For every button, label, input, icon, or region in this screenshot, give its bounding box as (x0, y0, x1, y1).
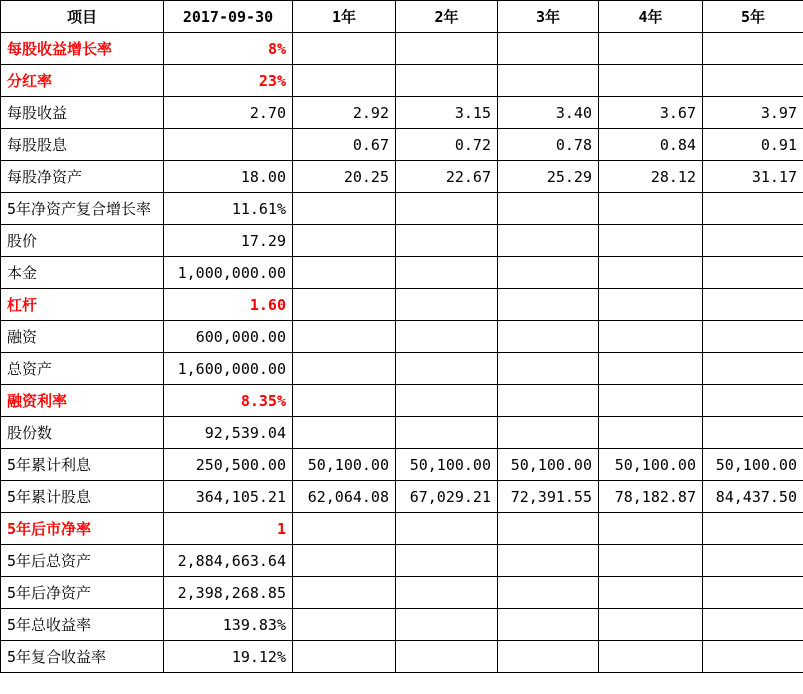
value-cell[interactable] (599, 225, 703, 257)
value-cell[interactable] (396, 289, 498, 321)
header-cell[interactable]: 5年 (703, 1, 803, 33)
value-cell[interactable]: 0.84 (599, 129, 703, 161)
value-cell[interactable] (703, 609, 803, 641)
value-cell[interactable] (293, 417, 396, 449)
value-cell[interactable] (396, 545, 498, 577)
table-row (1, 353, 803, 385)
table-row (1, 65, 803, 97)
value-cell[interactable] (396, 513, 498, 545)
value-cell[interactable] (396, 417, 498, 449)
value-cell[interactable] (396, 257, 498, 289)
value-cell[interactable] (293, 641, 396, 673)
value-cell[interactable]: 62,064.08 (293, 481, 396, 513)
value-cell[interactable] (396, 577, 498, 609)
row-label-cell[interactable]: 分红率 (1, 65, 164, 97)
row-label-cell[interactable]: 总资产 (1, 353, 164, 385)
row-label-cell[interactable]: 5年后净资产 (1, 577, 164, 609)
value-cell[interactable]: 364,105.21 (164, 481, 293, 513)
value-cell[interactable] (599, 353, 703, 385)
row-label-cell[interactable]: 融资利率 (1, 385, 164, 417)
value-cell[interactable]: 2.92 (293, 97, 396, 129)
value-cell[interactable] (396, 33, 498, 65)
value-cell[interactable] (703, 321, 803, 353)
value-cell[interactable]: 1 (164, 513, 293, 545)
value-cell[interactable] (396, 65, 498, 97)
value-cell[interactable]: 0.67 (293, 129, 396, 161)
table-row (1, 289, 803, 321)
row-label-cell[interactable]: 股份数 (1, 417, 164, 449)
row-label-cell[interactable]: 5年净资产复合增长率 (1, 193, 164, 225)
value-cell[interactable] (293, 33, 396, 65)
value-cell[interactable] (293, 609, 396, 641)
table-row (1, 513, 803, 545)
value-cell[interactable]: 600,000.00 (164, 321, 293, 353)
value-cell[interactable] (599, 321, 703, 353)
value-cell[interactable]: 2,398,268.85 (164, 577, 293, 609)
table-row (1, 257, 803, 289)
table-row (1, 449, 803, 481)
value-cell[interactable] (599, 289, 703, 321)
value-cell[interactable] (599, 385, 703, 417)
row-label-cell[interactable]: 每股股息 (1, 129, 164, 161)
header-cell[interactable]: 2年 (396, 1, 498, 33)
value-cell[interactable]: 72,391.55 (498, 481, 599, 513)
row-label-cell[interactable]: 每股收益 (1, 97, 164, 129)
value-cell[interactable] (293, 65, 396, 97)
value-cell[interactable] (599, 417, 703, 449)
value-cell[interactable] (293, 257, 396, 289)
value-cell[interactable] (703, 33, 803, 65)
value-cell[interactable] (498, 225, 599, 257)
value-cell[interactable] (293, 577, 396, 609)
value-cell[interactable] (396, 193, 498, 225)
value-cell[interactable]: 67,029.21 (396, 481, 498, 513)
value-cell[interactable]: 3.15 (396, 97, 498, 129)
table-row (1, 641, 803, 673)
value-cell[interactable]: 1,600,000.00 (164, 353, 293, 385)
value-cell[interactable] (599, 577, 703, 609)
value-cell[interactable]: 11.61% (164, 193, 293, 225)
value-cell[interactable] (498, 289, 599, 321)
value-cell[interactable] (703, 353, 803, 385)
value-cell[interactable]: 0.91 (703, 129, 803, 161)
value-cell[interactable] (293, 513, 396, 545)
value-cell[interactable] (164, 129, 293, 161)
row-label-cell[interactable]: 杠杆 (1, 289, 164, 321)
row-label-cell[interactable]: 5年累计利息 (1, 449, 164, 481)
value-cell[interactable]: 50,100.00 (703, 449, 803, 481)
value-cell[interactable] (599, 545, 703, 577)
value-cell[interactable] (293, 289, 396, 321)
table-row (1, 225, 803, 257)
row-label-cell[interactable]: 每股收益增长率 (1, 33, 164, 65)
value-cell[interactable] (703, 513, 803, 545)
value-cell[interactable]: 23% (164, 65, 293, 97)
value-cell[interactable] (293, 353, 396, 385)
value-cell[interactable] (703, 225, 803, 257)
value-cell[interactable] (396, 225, 498, 257)
value-cell[interactable]: 31.17 (703, 161, 803, 193)
value-cell[interactable] (599, 65, 703, 97)
value-cell[interactable]: 18.00 (164, 161, 293, 193)
table-header (1, 1, 803, 33)
value-cell[interactable] (498, 609, 599, 641)
value-cell[interactable]: 2.70 (164, 97, 293, 129)
value-cell[interactable]: 84,437.50 (703, 481, 803, 513)
value-cell[interactable] (396, 609, 498, 641)
header-cell[interactable]: 3年 (498, 1, 599, 33)
value-cell[interactable]: 92,539.04 (164, 417, 293, 449)
row-label-cell[interactable]: 5年总收益率 (1, 609, 164, 641)
header-cell[interactable]: 项目 (1, 1, 164, 33)
value-cell[interactable] (396, 641, 498, 673)
value-cell[interactable] (703, 193, 803, 225)
table-row (1, 321, 803, 353)
table-row (1, 609, 803, 641)
value-cell[interactable] (498, 257, 599, 289)
row-label-cell[interactable]: 融资 (1, 321, 164, 353)
value-cell[interactable] (703, 545, 803, 577)
value-cell[interactable]: 78,182.87 (599, 481, 703, 513)
value-cell[interactable]: 19.12% (164, 641, 293, 673)
value-cell[interactable]: 250,500.00 (164, 449, 293, 481)
value-cell[interactable] (498, 417, 599, 449)
table-row (1, 545, 803, 577)
table-row (1, 577, 803, 609)
value-cell[interactable] (599, 257, 703, 289)
value-cell[interactable]: 3.40 (498, 97, 599, 129)
value-cell[interactable] (703, 641, 803, 673)
value-cell[interactable] (498, 513, 599, 545)
value-cell[interactable] (498, 193, 599, 225)
value-cell[interactable]: 22.67 (396, 161, 498, 193)
value-cell[interactable] (293, 385, 396, 417)
header-row (1, 1, 803, 33)
row-label-cell[interactable]: 5年累计股息 (1, 481, 164, 513)
value-cell[interactable] (498, 385, 599, 417)
value-cell[interactable] (703, 65, 803, 97)
value-cell[interactable]: 2,884,663.64 (164, 545, 293, 577)
value-cell[interactable] (703, 417, 803, 449)
value-cell[interactable] (703, 289, 803, 321)
table-row (1, 385, 803, 417)
value-cell[interactable] (293, 225, 396, 257)
value-cell[interactable]: 17.29 (164, 225, 293, 257)
row-label-cell[interactable]: 本金 (1, 257, 164, 289)
value-cell[interactable] (293, 545, 396, 577)
table-row (1, 33, 803, 65)
value-cell[interactable] (293, 193, 396, 225)
header-cell[interactable]: 4年 (599, 1, 703, 33)
value-cell[interactable] (498, 577, 599, 609)
value-cell[interactable]: 0.78 (498, 129, 599, 161)
value-cell[interactable] (498, 33, 599, 65)
value-cell[interactable] (599, 641, 703, 673)
value-cell[interactable] (703, 577, 803, 609)
value-cell[interactable]: 20.25 (293, 161, 396, 193)
value-cell[interactable] (498, 321, 599, 353)
value-cell[interactable]: 50,100.00 (293, 449, 396, 481)
value-cell[interactable] (396, 385, 498, 417)
row-label-cell[interactable]: 每股净资产 (1, 161, 164, 193)
table-body (1, 33, 803, 673)
value-cell[interactable]: 3.67 (599, 97, 703, 129)
header-cell[interactable]: 1年 (293, 1, 396, 33)
table-row (1, 161, 803, 193)
row-label-cell[interactable]: 5年复合收益率 (1, 641, 164, 673)
value-cell[interactable] (703, 257, 803, 289)
value-cell[interactable] (498, 545, 599, 577)
value-cell[interactable]: 8.35% (164, 385, 293, 417)
value-cell[interactable] (396, 353, 498, 385)
value-cell[interactable] (599, 609, 703, 641)
row-label-cell[interactable]: 股价 (1, 225, 164, 257)
value-cell[interactable] (498, 353, 599, 385)
table-row (1, 481, 803, 513)
value-cell[interactable] (599, 33, 703, 65)
value-cell[interactable]: 8% (164, 33, 293, 65)
table-row (1, 193, 803, 225)
value-cell[interactable]: 1.60 (164, 289, 293, 321)
value-cell[interactable] (293, 321, 396, 353)
value-cell[interactable] (396, 321, 498, 353)
value-cell[interactable]: 139.83% (164, 609, 293, 641)
row-label-cell[interactable]: 5年后总资产 (1, 545, 164, 577)
value-cell[interactable] (498, 65, 599, 97)
value-cell[interactable]: 50,100.00 (599, 449, 703, 481)
row-label-cell[interactable]: 5年后市净率 (1, 513, 164, 545)
value-cell[interactable] (498, 641, 599, 673)
value-cell[interactable] (703, 385, 803, 417)
value-cell[interactable]: 3.97 (703, 97, 803, 129)
table-row (1, 97, 803, 129)
value-cell[interactable]: 0.72 (396, 129, 498, 161)
table-row (1, 417, 803, 449)
header-cell[interactable]: 2017-09-30 (164, 1, 293, 33)
value-cell[interactable]: 50,100.00 (396, 449, 498, 481)
value-cell[interactable] (599, 193, 703, 225)
table-row (1, 129, 803, 161)
value-cell[interactable] (599, 513, 703, 545)
value-cell[interactable]: 28.12 (599, 161, 703, 193)
value-cell[interactable]: 25.29 (498, 161, 599, 193)
value-cell[interactable]: 1,000,000.00 (164, 257, 293, 289)
value-cell[interactable]: 50,100.00 (498, 449, 599, 481)
